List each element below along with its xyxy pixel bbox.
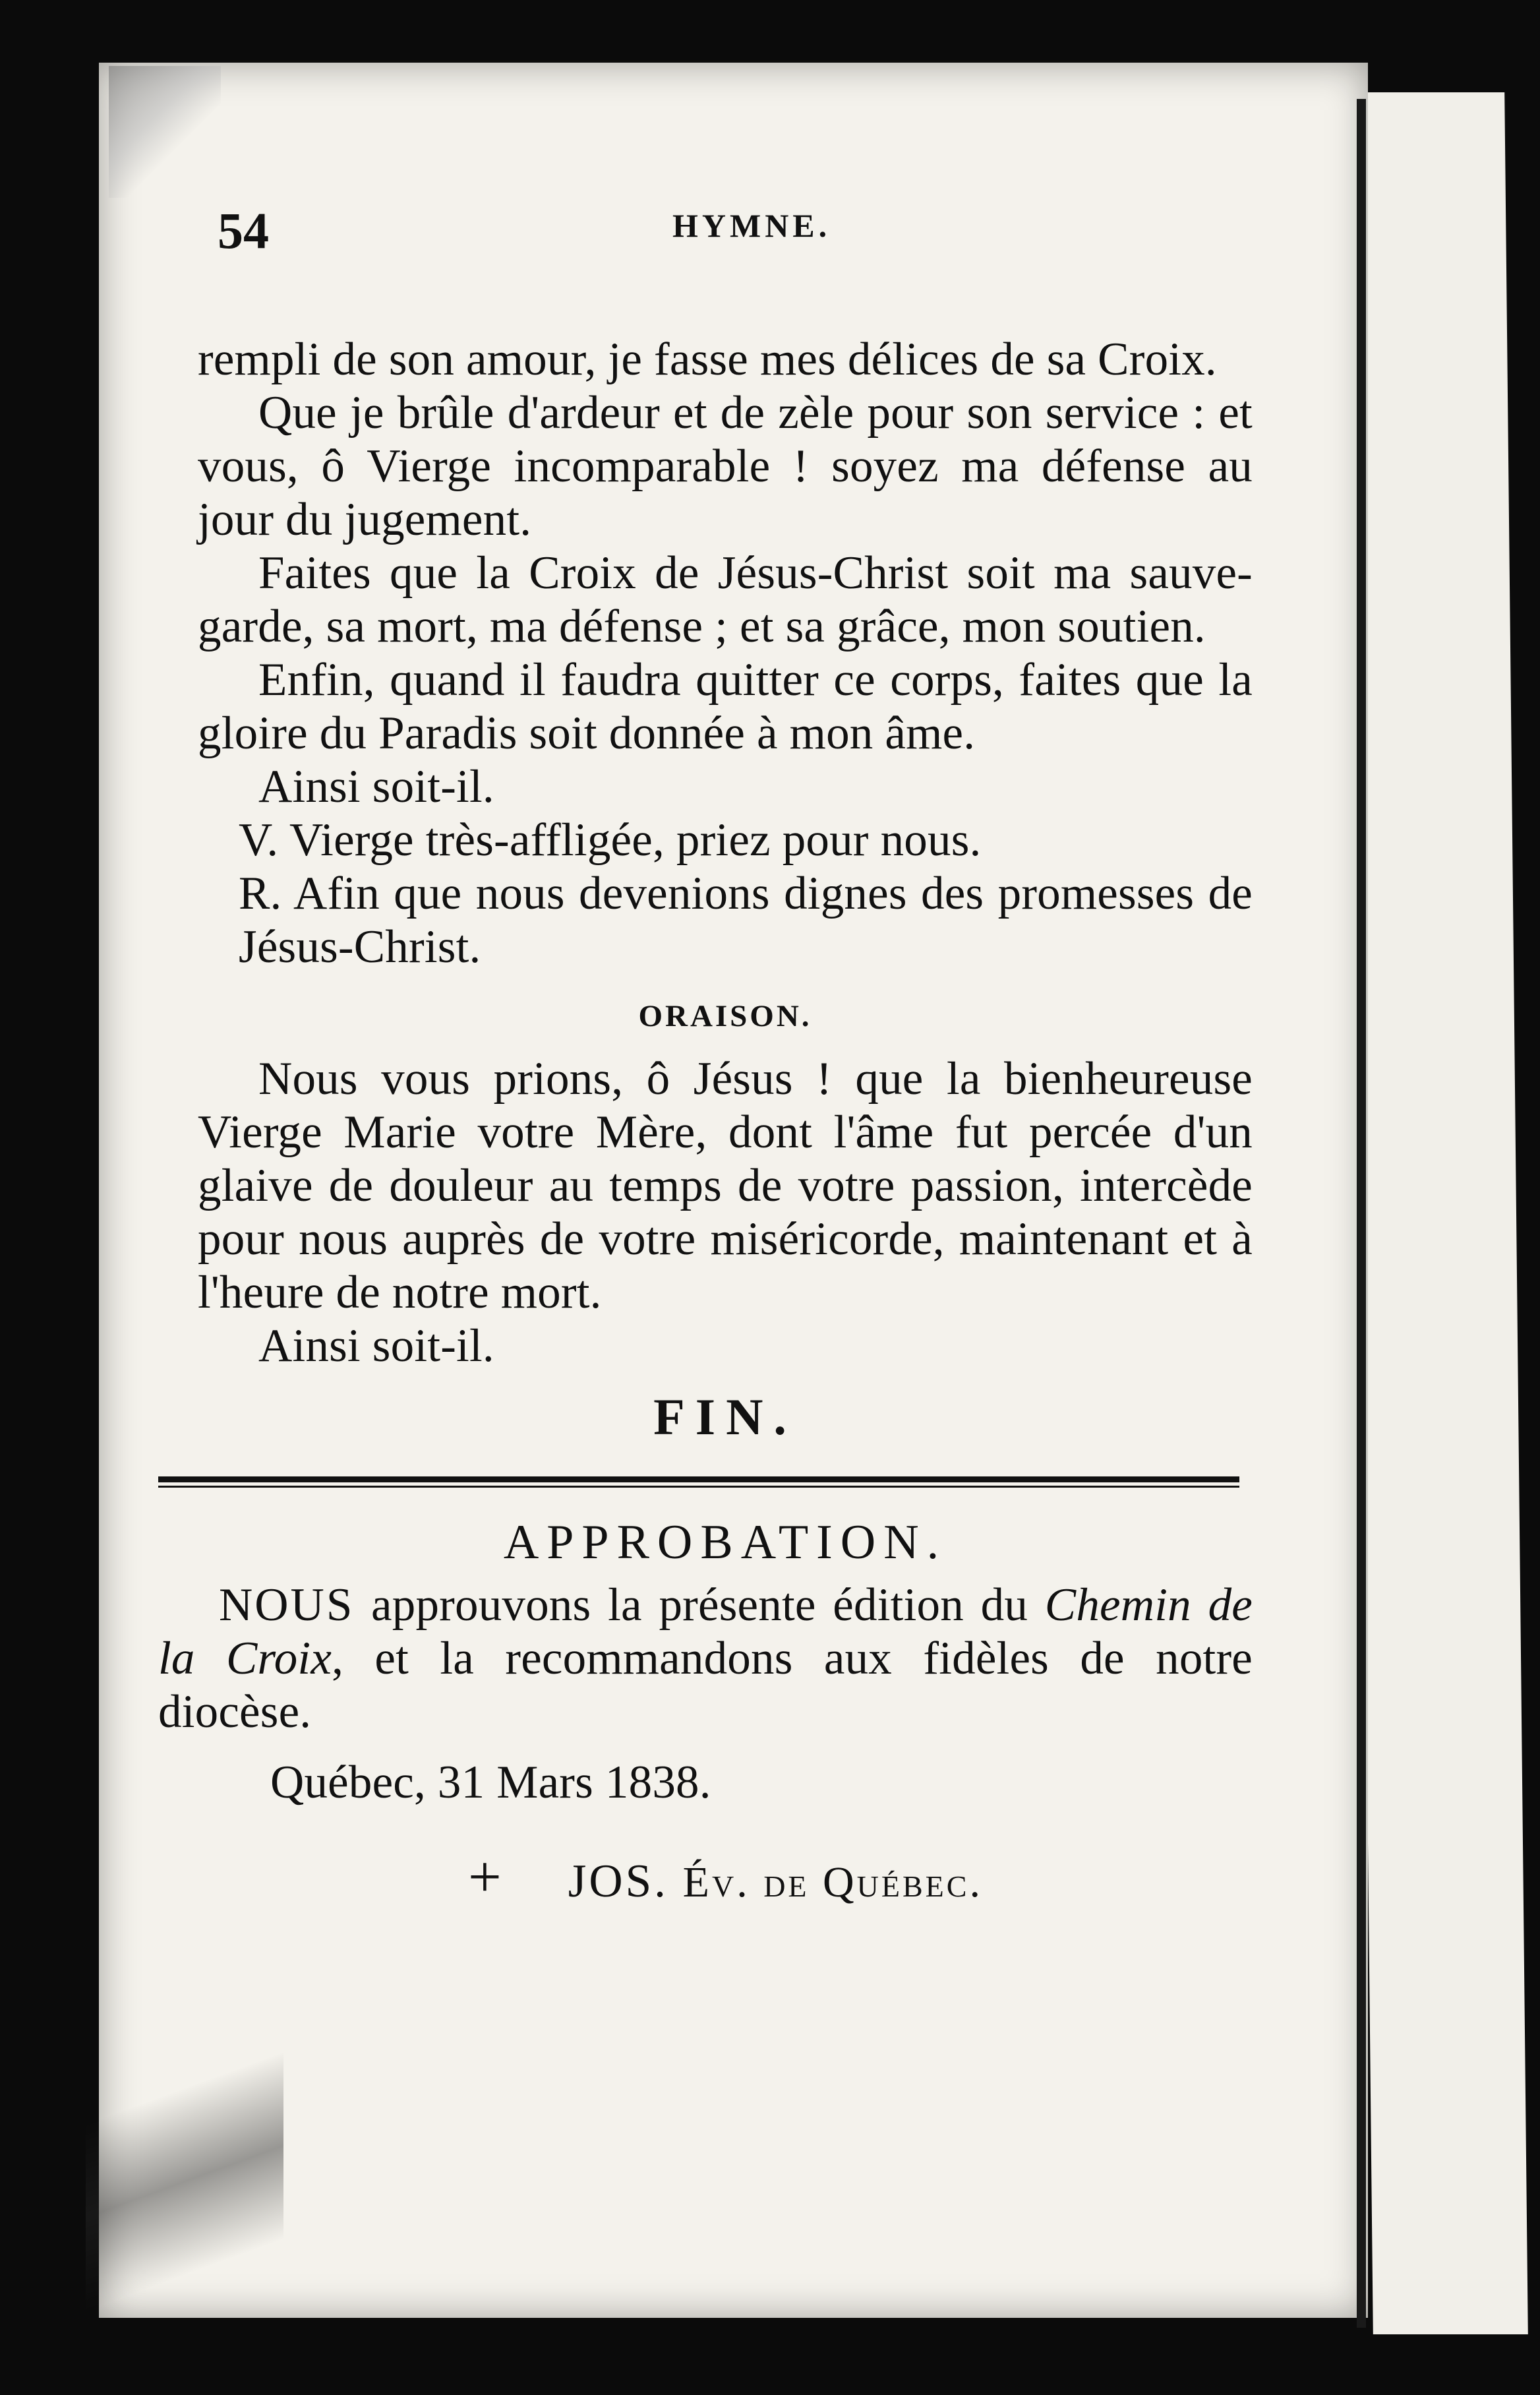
page-number: 54 — [218, 202, 269, 259]
page-edge-shadow — [1357, 99, 1366, 2328]
cross-icon: + — [468, 1844, 504, 1910]
book-title: Chemin de la Croix — [158, 1579, 1253, 1684]
facing-page-edge — [1349, 92, 1528, 2334]
damaged-corner — [86, 2011, 283, 2315]
folded-corner — [109, 66, 221, 198]
signature-title: Év. de Québec. — [682, 1858, 983, 1906]
response: R. Afin que nous devenions dignes des promesses de Jésus-Christ. — [239, 868, 1253, 973]
approbation-title: APPROBATION. — [503, 1515, 947, 1569]
paragraph: Que je brûle d'ardeur et de zèle pour son service : et vous, ô Vierge incomparable ! soyez ma défense au jour du jugement. — [198, 387, 1253, 545]
running-head: HYMNE. — [672, 207, 831, 244]
signature — [158, 1844, 1253, 1910]
page-header — [218, 201, 1272, 264]
approbation-text-a: approuvons la présente édition du — [354, 1579, 1045, 1631]
approbation-lead: NOUS — [219, 1579, 355, 1631]
approbation-text — [158, 1579, 1253, 1909]
paragraph: Faites que la Croix de Jésus-Christ soit ma sauve-garde, sa mort, ma défense ; et sa grâce, mon soutien. — [198, 547, 1253, 652]
approbation-date: Québec, 31 Mars 1838. — [270, 1757, 711, 1808]
approbation-text-b: , et la recommandons aux fidèles de notre diocèse. — [158, 1633, 1253, 1738]
prayer-amen: Ainsi soit-il. — [258, 1320, 494, 1372]
double-rule-divider — [158, 1475, 1239, 1490]
section-heading: ORAISON. — [638, 999, 812, 1033]
paragraph: Enfin, quand il faudra quitter ce corps, faites que la gloire du Paradis soit donnée à mon âme. — [198, 654, 1253, 759]
paragraph: Ainsi soit-il. — [258, 761, 494, 812]
hymn-text — [158, 333, 1253, 1910]
signature-name: JOS. — [568, 1856, 668, 1907]
end-marker: FIN. — [653, 1388, 797, 1445]
prayer-text: Nous vous prions, ô Jésus ! que la bienheureuse Vierge Marie votre Mère, dont l'âme fut percée d'un glaive de douleur au temps de votre passion, intercède pour nous auprès de votre miséricorde, maintenant et à l'heure de notre mort. — [198, 1053, 1253, 1318]
versicle: V. Vierge très-affligée, priez pour nous. — [239, 814, 982, 866]
paragraph: rempli de son amour, je fasse mes délices de sa Croix. — [198, 334, 1217, 385]
approbation-paragraph — [158, 1579, 1253, 1739]
